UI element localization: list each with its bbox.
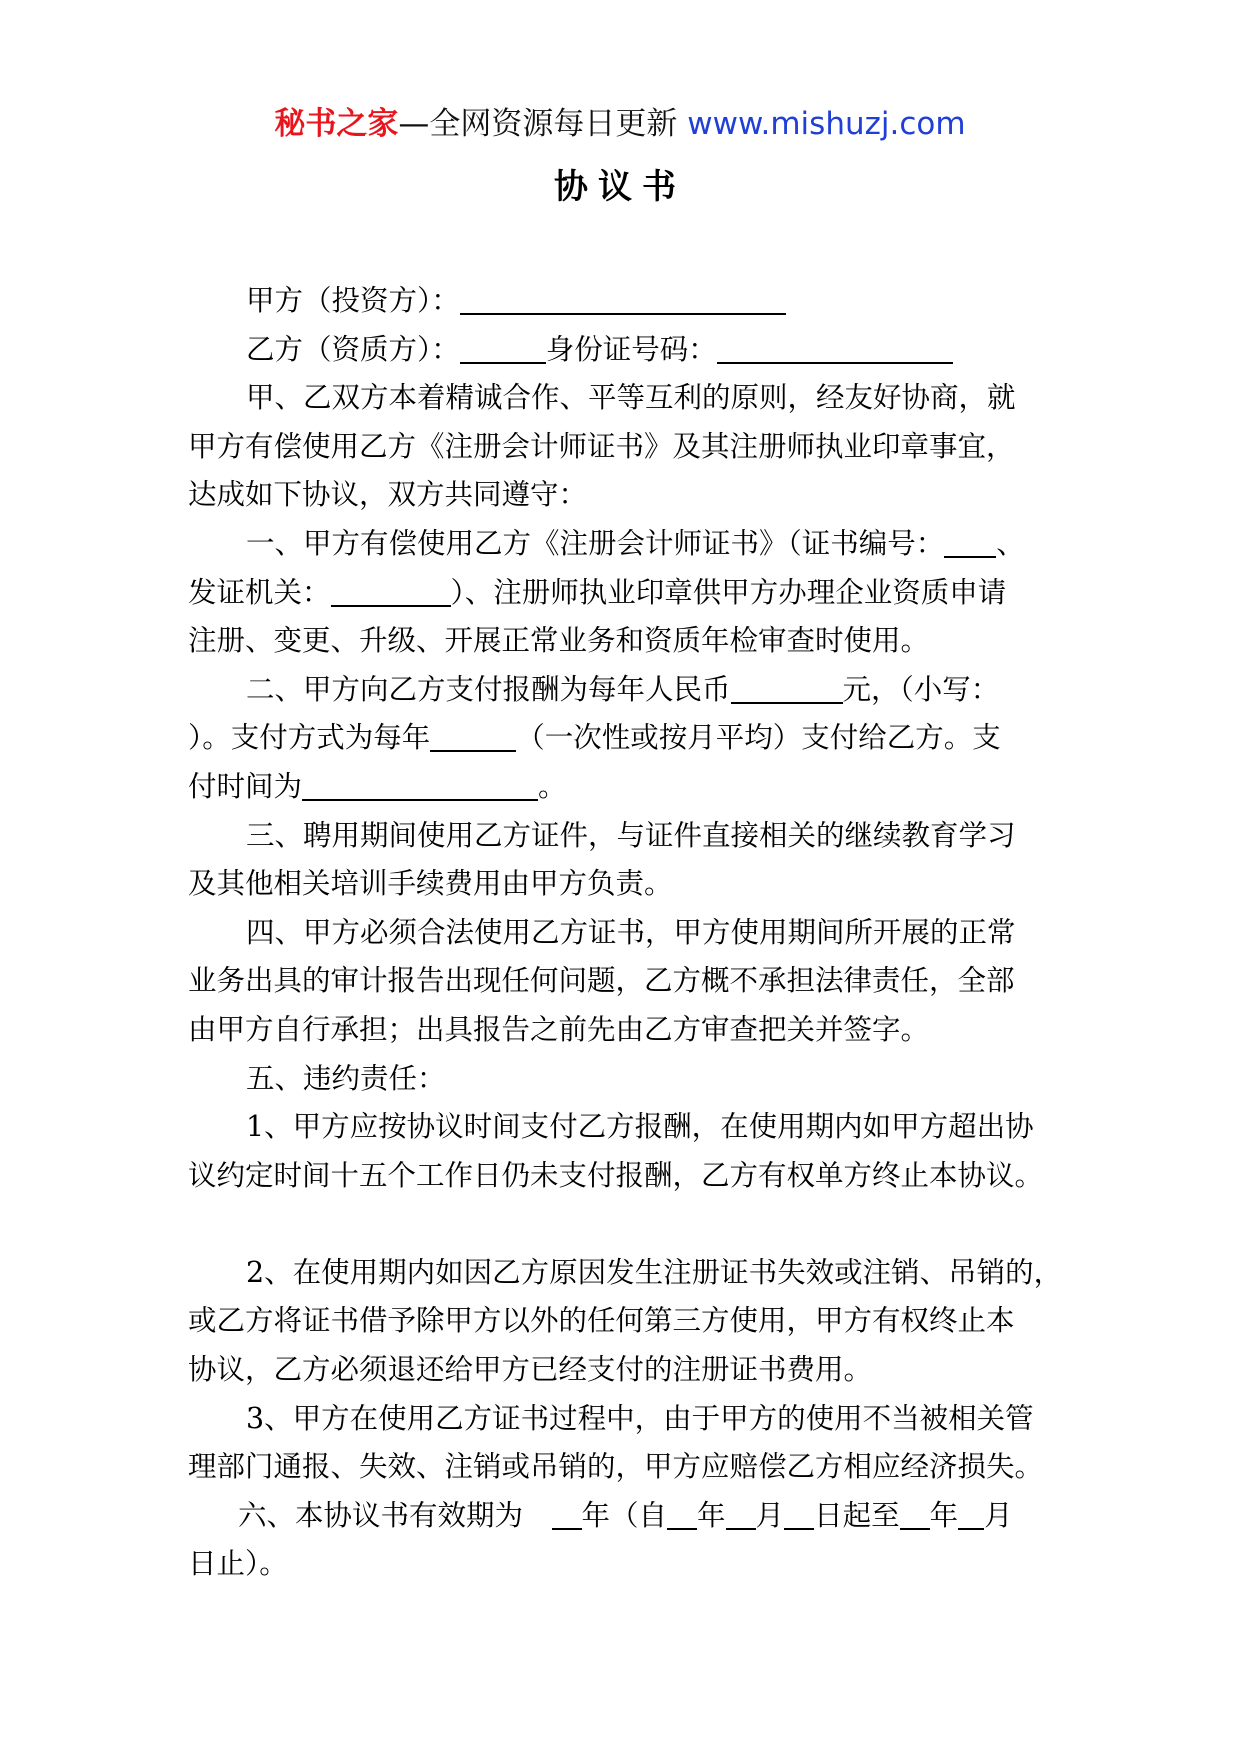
- clause-5-item-1-line-1: 1、甲方应按协议时间支付乙方报酬，在使用期内如甲方超出协: [246, 1110, 1034, 1144]
- clause-6-text-f: 年: [929, 1498, 959, 1532]
- clause-2-text-e: 付时间为: [188, 769, 303, 803]
- intro-paragraph: [188, 374, 1068, 520]
- party-a-label: 甲方（投资方）：: [246, 284, 460, 317]
- clause-6-text-c: 年: [697, 1498, 726, 1532]
- clause-1-line-2: [188, 569, 1068, 618]
- payment-method-blank[interactable]: [430, 720, 516, 752]
- start-year-blank[interactable]: [667, 1498, 697, 1530]
- document-title: 协议书: [554, 167, 686, 207]
- intro-line-3: 达成如下协议，双方共同遵守：: [188, 478, 588, 512]
- certificate-number-blank[interactable]: [944, 526, 996, 558]
- end-year-blank[interactable]: [900, 1498, 930, 1530]
- party-a-blank[interactable]: [460, 283, 786, 315]
- clause-6-text-h: 日止）。: [188, 1547, 288, 1581]
- clause-2-text-b: 元，（小写：: [842, 672, 1000, 706]
- clause-5-item-2-line-2: 或乙方将证书借予除甲方以外的任何第三方使用，甲方有权终止本: [188, 1304, 1015, 1338]
- clause-1-line-1: [188, 520, 1068, 569]
- intro-line-2: 甲方有偿使用乙方《注册会计师证书》及其注册师执业印章事宜，: [188, 429, 1015, 463]
- banner-tagline: —全网资源每日更新: [398, 106, 688, 142]
- clause-2-line-3: [188, 763, 1068, 812]
- end-month-blank[interactable]: [958, 1498, 984, 1530]
- brand-name: 秘书之家: [274, 106, 399, 142]
- annual-fee-blank[interactable]: [731, 672, 843, 704]
- agreement-body: [188, 277, 1068, 1589]
- party-b-id-blank[interactable]: [717, 332, 953, 364]
- clause-2-text-a: 二、甲方向乙方支付报酬为每年人民币: [246, 672, 731, 706]
- party-b-label: 乙方（资质方）：: [246, 332, 460, 366]
- clause-2-text-f: 。: [538, 769, 567, 803]
- clause-5-heading: 五、违约责任：: [246, 1061, 446, 1095]
- clause-1: [188, 520, 1068, 666]
- clause-2-line-2: [188, 714, 1068, 763]
- clause-6-text-b: 年（自: [581, 1498, 668, 1532]
- clause-6-line-1: [188, 1492, 1068, 1541]
- clause-2-line-1: [188, 666, 1068, 715]
- intro-line-1: 甲、乙双方本着精诚合作、平等互利的原则，经友好协商，就: [246, 381, 1016, 415]
- party-b-id-label: 身份证号码：: [545, 332, 717, 366]
- clause-1-text-b: 、: [996, 526, 1025, 560]
- clause-3: [188, 812, 1068, 909]
- clause-2-text-d: （一次性或按月平均）支付给乙方。支: [516, 721, 1001, 755]
- clause-6-text-g: 月: [984, 1498, 1013, 1532]
- banner-url[interactable]: www.mishuzj.com: [687, 106, 966, 142]
- payment-time-blank[interactable]: [302, 769, 538, 801]
- clause-1-text-d: ）、注册师执业印章供甲方办理企业资质申请: [450, 575, 1007, 609]
- clause-6-text-e: 日起至: [814, 1498, 900, 1532]
- clause-3-line-2: 及其他相关培训手续费用由甲方负责。: [188, 867, 673, 901]
- clause-6-text-a: 六、本协议书有效期为: [238, 1498, 552, 1532]
- party-b-line: [188, 326, 1068, 375]
- clause-5-item-3-line-2: 理部门通报、失效、注销或吊销的，甲方应赔偿乙方相应经济损失。: [188, 1450, 1044, 1484]
- clause-1-text-a: 一、甲方有偿使用乙方《注册会计师证书》（证书编号：: [246, 526, 945, 560]
- clause-6-line-2: [188, 1540, 1068, 1589]
- party-a-line: [188, 277, 1068, 326]
- term-years-blank[interactable]: [552, 1498, 582, 1530]
- clause-6: [188, 1492, 1068, 1589]
- clause-4-line-2: 业务出具的审计报告出现任何问题，乙方概不承担法律责任，全部: [188, 964, 1015, 998]
- clause-5-item-1: [188, 1103, 1068, 1200]
- clause-4-line-3: 由甲方自行承担；出具报告之前先由乙方审查把关并签字。: [188, 1012, 930, 1046]
- clause-3-line-1: 三、聘用期间使用乙方证件，与证件直接相关的继续教育学习: [246, 818, 1016, 852]
- clause-2-text-c: ）。支付方式为每年: [188, 721, 431, 755]
- clause-5-item-3: [188, 1395, 1068, 1492]
- clause-6-text-d: 月: [755, 1498, 785, 1532]
- clause-4: [188, 909, 1068, 1055]
- clause-2: [188, 666, 1068, 812]
- party-b-name-blank[interactable]: [460, 332, 546, 364]
- issuing-authority-blank[interactable]: [331, 575, 451, 607]
- blank-line: [188, 1200, 1068, 1249]
- clause-5-item-3-line-1: 3、甲方在使用乙方证书过程中，由于甲方的使用不当被相关管: [246, 1401, 1034, 1435]
- clause-5-item-2: [188, 1249, 1068, 1395]
- clause-5-item-1-line-2: 议约定时间十五个工作日仍未支付报酬，乙方有权单方终止本协议。: [188, 1158, 1044, 1192]
- clause-1-line-3: 注册、变更、升级、开展正常业务和资质年检审查时使用。: [188, 624, 930, 658]
- clause-4-line-1: 四、甲方必须合法使用乙方证书，甲方使用期间所开展的正常: [246, 915, 1016, 949]
- start-day-blank[interactable]: [784, 1498, 814, 1530]
- clause-5-item-2-line-1: 2、在使用期内如因乙方原因发生注册证书失效或注销、吊销的，: [246, 1255, 1063, 1289]
- header-banner: [0, 100, 1240, 148]
- clause-1-text-c: 发证机关：: [188, 575, 331, 609]
- clause-5-item-2-line-3: 协议，乙方必须退还给甲方已经支付的注册证书费用。: [188, 1353, 873, 1387]
- start-month-blank[interactable]: [726, 1498, 756, 1530]
